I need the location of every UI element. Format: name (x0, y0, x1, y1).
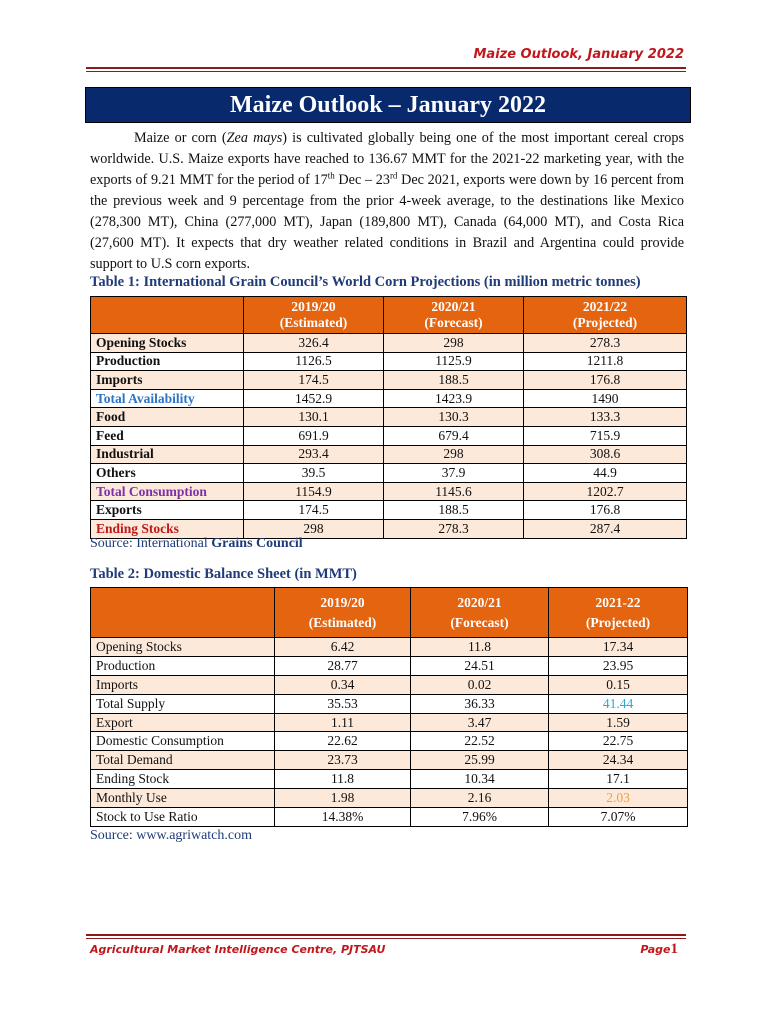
table-row (91, 638, 688, 657)
cell: 188.5 (384, 501, 524, 520)
table-row (91, 334, 687, 353)
cell: 176.8 (524, 501, 687, 520)
cell: 287.4 (524, 519, 687, 538)
cell: 37.9 (384, 464, 524, 483)
cell: 1.59 (549, 713, 688, 732)
cell: 3.47 (411, 713, 549, 732)
cell: 1125.9 (384, 352, 524, 371)
table-row (91, 371, 687, 390)
cell: 28.77 (275, 656, 411, 675)
cell: 2.03 (549, 789, 688, 808)
cell: 130.1 (244, 408, 384, 427)
table2-col-header: 2019/20 (Estimated) (275, 588, 411, 638)
footer-org: Agricultural Market Intelligence Centre, PJTSAU (90, 943, 386, 956)
cell: 1211.8 (524, 352, 687, 371)
cell: 39.5 (244, 464, 384, 483)
page-title: Maize Outlook – January 2022 (85, 87, 691, 123)
cell: 1202.7 (524, 482, 687, 501)
cell: 10.34 (411, 770, 549, 789)
cell: 6.42 (275, 638, 411, 657)
cell: 1154.9 (244, 482, 384, 501)
table-row (91, 789, 688, 808)
cell: 44.9 (524, 464, 687, 483)
table1-source: Source: International Grains Council (90, 536, 303, 551)
cell: 11.8 (411, 638, 549, 657)
table-row (91, 501, 687, 520)
cell: 1490 (524, 389, 687, 408)
page-number: Page1 (640, 941, 678, 957)
row-label: Imports (91, 371, 244, 390)
cell: 17.1 (549, 770, 688, 789)
table-row (91, 751, 688, 770)
header-rule-thin (86, 71, 686, 72)
row-label: Monthly Use (91, 789, 275, 808)
cell: 22.52 (411, 732, 549, 751)
cell: 14.38% (275, 808, 411, 827)
cell: 23.95 (549, 656, 688, 675)
row-label: Industrial (91, 445, 244, 464)
cell: 24.51 (411, 656, 549, 675)
table-row (91, 808, 688, 827)
row-label: Ending Stocks (91, 519, 244, 538)
cell: 133.3 (524, 408, 687, 427)
cell: 326.4 (244, 334, 384, 353)
table1-col-header: 2020/21 (Forecast) (384, 297, 524, 334)
table-row (91, 445, 687, 464)
cell: 278.3 (384, 519, 524, 538)
cell: 22.75 (549, 732, 688, 751)
footer-rule-thin (86, 938, 686, 939)
cell: 293.4 (244, 445, 384, 464)
table2-caption: Table 2: Domestic Balance Sheet (in MMT) (90, 566, 357, 582)
cell: 1145.6 (384, 482, 524, 501)
cell: 1423.9 (384, 389, 524, 408)
row-label: Total Availability (91, 389, 244, 408)
cell: 11.8 (275, 770, 411, 789)
running-header: Maize Outlook, January 2022 (473, 47, 684, 62)
table-row (91, 713, 688, 732)
cell: 298 (384, 445, 524, 464)
row-label: Opening Stocks (91, 638, 275, 657)
cell: 35.53 (275, 694, 411, 713)
cell: 298 (384, 334, 524, 353)
table-row (91, 426, 687, 445)
cell: 25.99 (411, 751, 549, 770)
row-label: Food (91, 408, 244, 427)
cell: 7.07% (549, 808, 688, 827)
row-label: Production (91, 352, 244, 371)
table-row (91, 352, 687, 371)
cell: 1126.5 (244, 352, 384, 371)
cell: 691.9 (244, 426, 384, 445)
row-label: Stock to Use Ratio (91, 808, 275, 827)
cell: 23.73 (275, 751, 411, 770)
cell: 22.62 (275, 732, 411, 751)
table1-col-header: 2019/20 (Estimated) (244, 297, 384, 334)
row-label: Opening Stocks (91, 334, 244, 353)
cell: 130.3 (384, 408, 524, 427)
footer-rule (86, 934, 686, 936)
table1-col-header: 2021/22 (Projected) (524, 297, 687, 334)
row-label: Export (91, 713, 275, 732)
species-name: Zea mays (226, 130, 283, 146)
cell: 715.9 (524, 426, 687, 445)
cell: 176.8 (524, 371, 687, 390)
row-label: Imports (91, 675, 275, 694)
cell: 1.11 (275, 713, 411, 732)
cell: 174.5 (244, 371, 384, 390)
table-row (91, 389, 687, 408)
row-label: Total Demand (91, 751, 275, 770)
table2-col-header: 2020/21 (Forecast) (411, 588, 549, 638)
table-row (91, 482, 687, 501)
cell: 1452.9 (244, 389, 384, 408)
row-label: Feed (91, 426, 244, 445)
cell: 298 (244, 519, 384, 538)
cell: 1.98 (275, 789, 411, 808)
world-corn-projections-table (90, 296, 687, 539)
cell: 41.44 (549, 694, 688, 713)
cell: 17.34 (549, 638, 688, 657)
cell: 24.34 (549, 751, 688, 770)
cell: 0.15 (549, 675, 688, 694)
table-row (91, 408, 687, 427)
domestic-balance-sheet-table (90, 587, 688, 827)
table-row (91, 770, 688, 789)
cell: 174.5 (244, 501, 384, 520)
table2-col-header: 2021-22 (Projected) (549, 588, 688, 638)
intro-paragraph: Maize or corn (Zea mays) is cultivated globally being one of the most important cereal crops worldwide. U.S. Maize exports have reached to 136.67 MMT for the 2021-22 marketing year, with the exports of 9.21 MMT for the period of 17th Dec – 23rd Dec 2021, exports were down by 16 percent from the previous week and 9 percentage from the prior 4-week average, to the destinations like Mexico (278,300 MT), China (277,000 MT), Japan (189,800 MT), Canada (64,000 MT), and Costa Rica (27,600 MT). It expects that dry weather related conditions in Brazil and Argentina could provide support to U.S corn exports. (90, 130, 684, 272)
cell: 0.34 (275, 675, 411, 694)
row-label: Exports (91, 501, 244, 520)
cell: 2.16 (411, 789, 549, 808)
cell: 36.33 (411, 694, 549, 713)
row-label: Production (91, 656, 275, 675)
cell: 679.4 (384, 426, 524, 445)
table2-corner-header (91, 588, 275, 638)
cell: 188.5 (384, 371, 524, 390)
table-row (91, 694, 688, 713)
row-label: Ending Stock (91, 770, 275, 789)
cell: 0.02 (411, 675, 549, 694)
row-label: Domestic Consumption (91, 732, 275, 751)
table1-caption: Table 1: International Grain Council’s World Corn Projections (in million metric tonnes) (90, 274, 641, 290)
table2-source: Source: www.agriwatch.com (90, 828, 252, 843)
table1-corner-header (91, 297, 244, 334)
header-rule (86, 67, 686, 69)
cell: 7.96% (411, 808, 549, 827)
table-row (91, 675, 688, 694)
cell: 308.6 (524, 445, 687, 464)
row-label: Total Consumption (91, 482, 244, 501)
table-row (91, 464, 687, 483)
row-label: Total Supply (91, 694, 275, 713)
row-label: Others (91, 464, 244, 483)
cell: 278.3 (524, 334, 687, 353)
table-row (91, 732, 688, 751)
table-row (91, 656, 688, 675)
